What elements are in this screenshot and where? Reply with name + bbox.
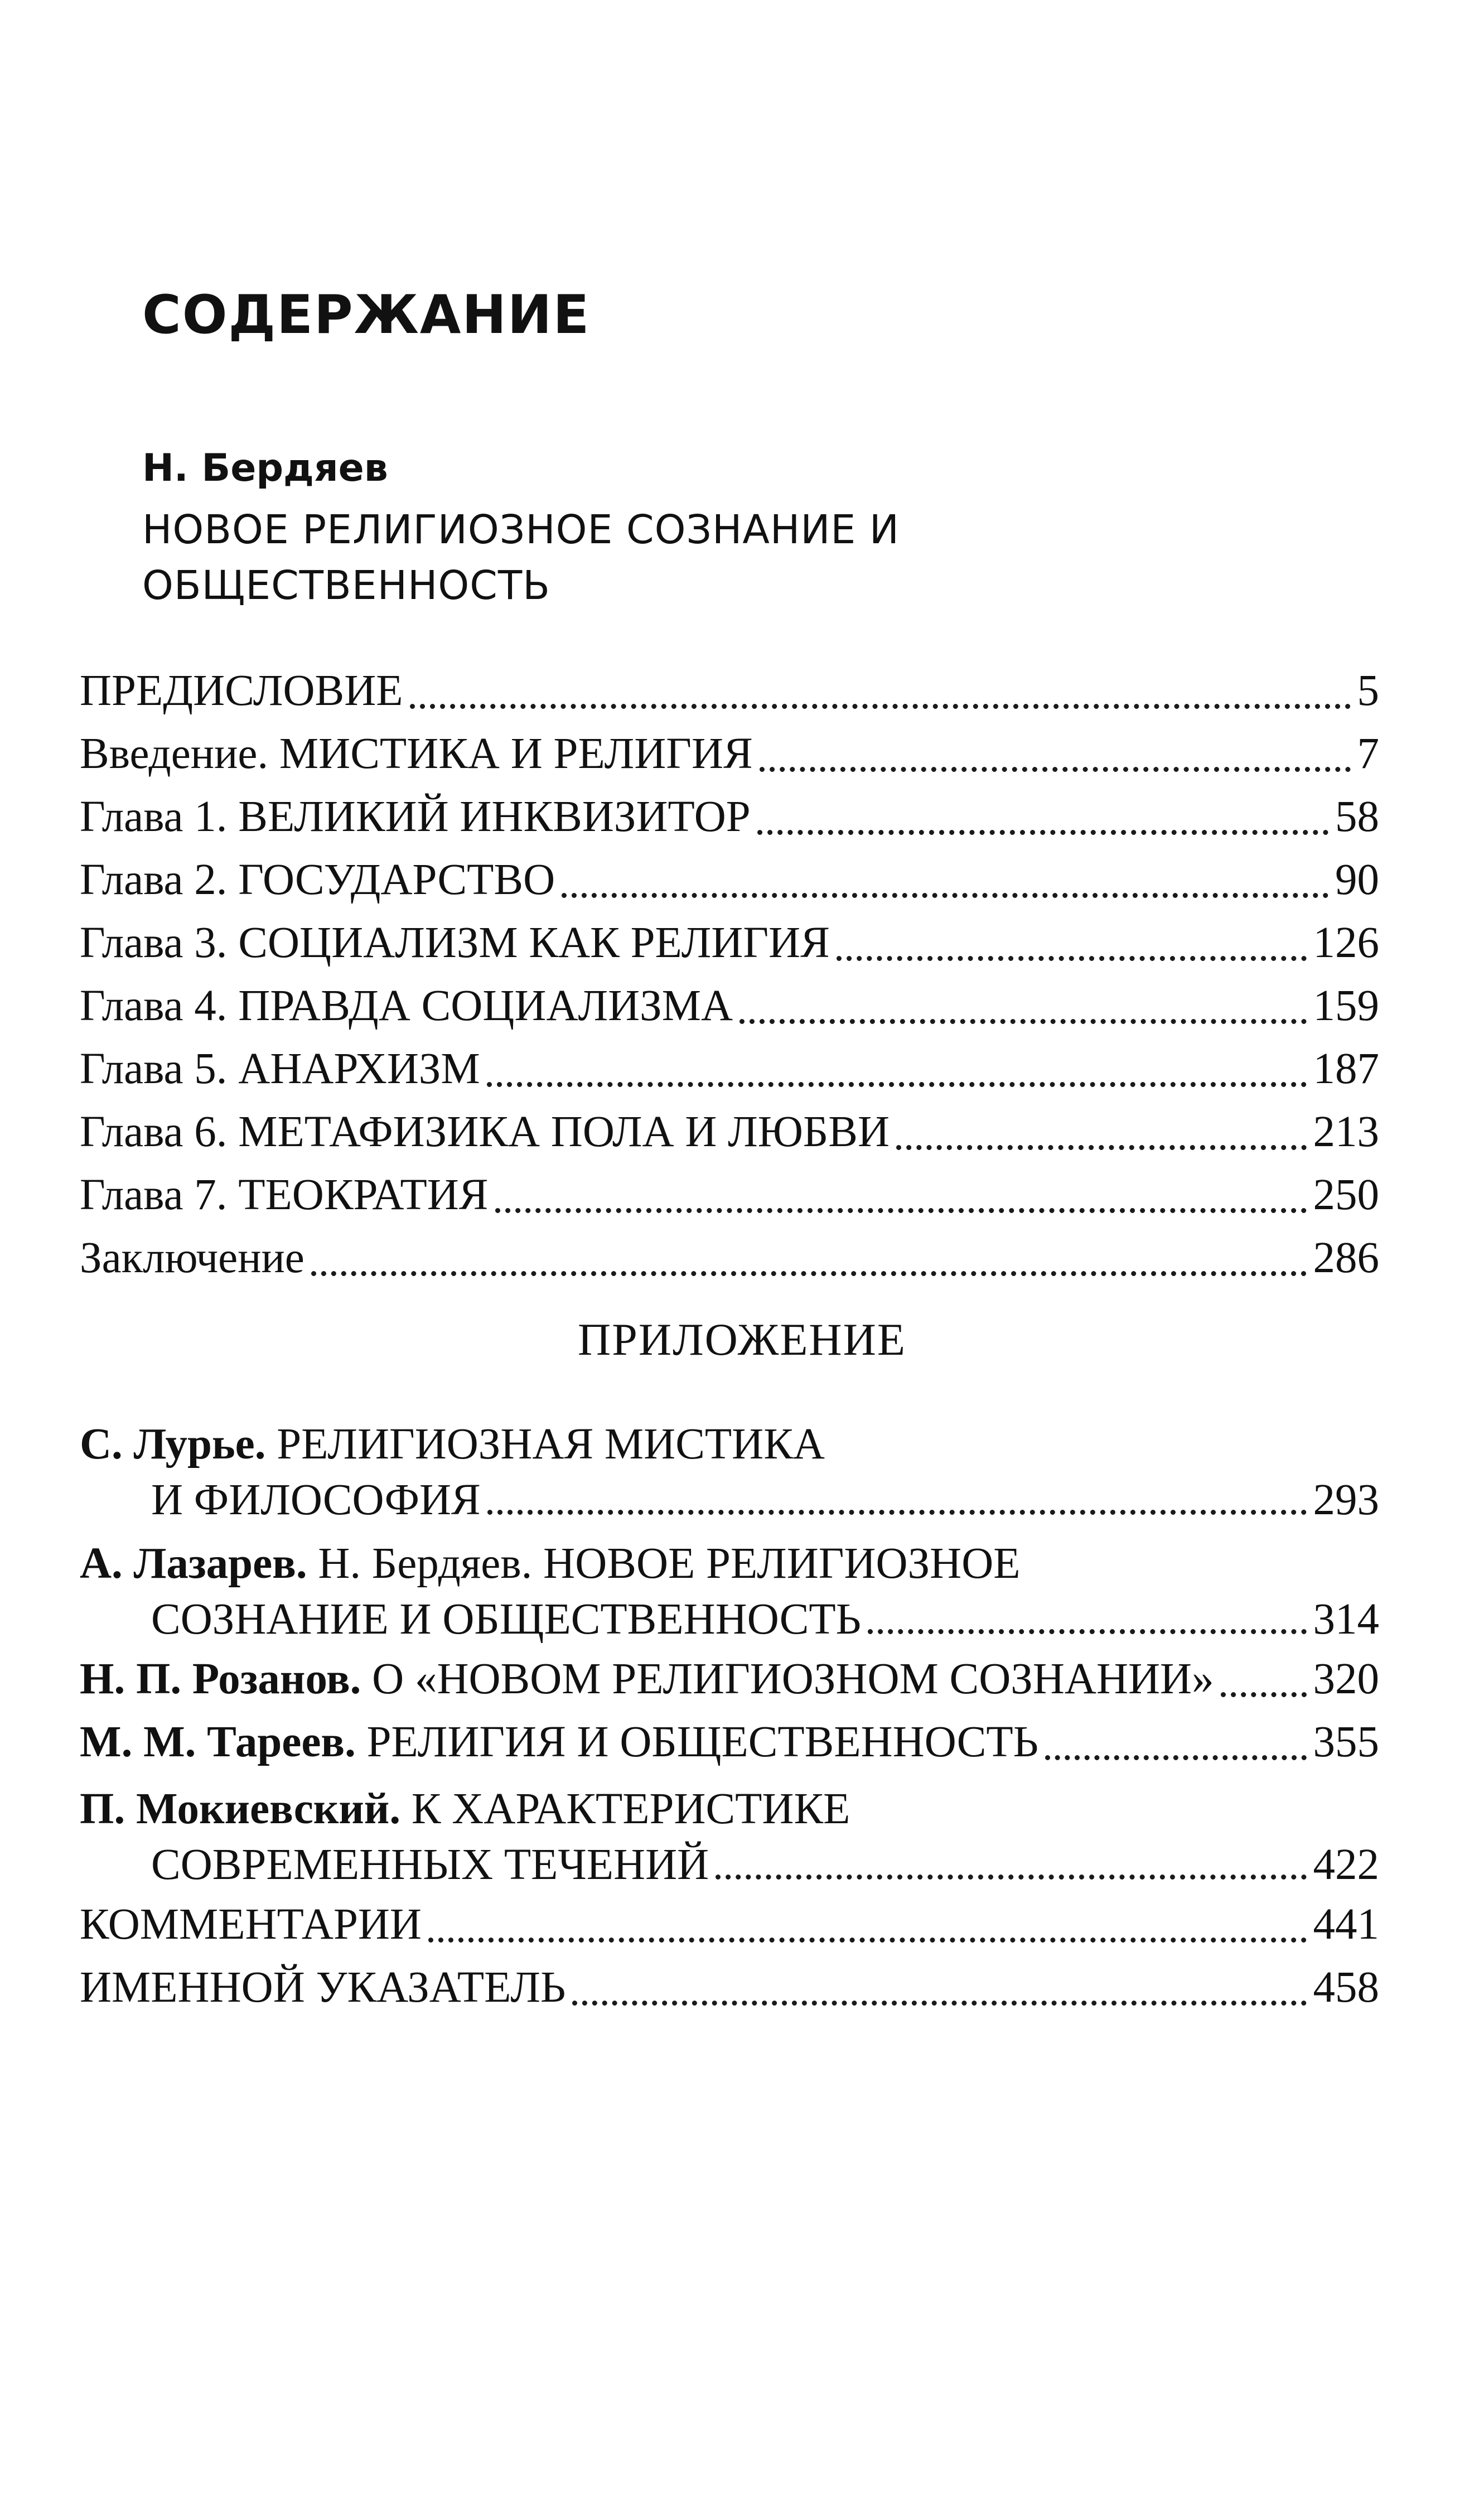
dot-leader <box>868 1629 1306 1634</box>
appendix-entry-lazarev <box>80 1536 1379 1648</box>
toc-entry-label: Глава 1. ВЕЛИКИЙ ИНКВИЗИТОР <box>80 793 751 841</box>
appendix-entry-line <box>80 1472 1379 1528</box>
toc-entry-page: 355 <box>1313 1718 1379 1766</box>
entry-author: П. Мокиевский. <box>80 1785 401 1833</box>
dot-leader <box>896 1145 1306 1150</box>
entry-author: С. Лурье. <box>80 1420 266 1468</box>
dot-leader <box>495 1208 1307 1213</box>
entry-author: А. Лазарев. <box>80 1539 307 1588</box>
toc-entry-label: Заключение <box>80 1234 304 1282</box>
toc-entry-label: Глава 3. СОЦИАЛИЗМ КАК РЕЛИГИЯ <box>80 919 830 967</box>
entry-author: Н. П. Розанов. <box>80 1655 361 1703</box>
toc-entry-page: 250 <box>1313 1171 1379 1219</box>
toc-entry-page: 441 <box>1313 1900 1379 1949</box>
appendix-entry-line <box>80 1781 1379 1837</box>
dot-leader <box>572 2001 1306 2006</box>
appendix-entry-line <box>80 1536 1379 1592</box>
toc-entry-page: 314 <box>1313 1595 1379 1644</box>
dot-leader <box>487 1510 1307 1515</box>
dot-leader <box>716 1875 1306 1880</box>
dot-leader <box>410 704 1351 709</box>
toc-entry-chapter-1 <box>80 785 1379 848</box>
toc-entry-page: 320 <box>1313 1655 1379 1703</box>
toc-entry-label: Глава 2. ГОСУДАРСТВО <box>80 856 555 904</box>
toc-entry-page: 126 <box>1313 919 1379 967</box>
entry-title-part: К ХАРАКТЕРИСТИКЕ <box>400 1785 850 1833</box>
toc-entry-page: 58 <box>1335 793 1379 841</box>
toc-entry-chapter-7 <box>80 1163 1379 1226</box>
toc-entry-page: 213 <box>1313 1108 1379 1156</box>
entry-title-part: РЕЛИГИОЗНАЯ МИСТИКА <box>265 1420 825 1468</box>
dot-leader <box>757 830 1328 835</box>
toc-entry-label: Введение. МИСТИКА И РЕЛИГИЯ <box>80 730 753 778</box>
dot-leader <box>311 1271 1307 1276</box>
toc-entry-preface <box>80 659 1379 722</box>
toc-entry-page: 187 <box>1313 1045 1379 1093</box>
appendix-contents <box>80 1417 1379 2019</box>
dot-leader <box>739 1019 1307 1024</box>
toc-entry-page: 422 <box>1313 1840 1379 1889</box>
dot-leader <box>428 1938 1307 1943</box>
book-title-line: ОБЩЕСТВЕННОСТЬ <box>142 562 550 608</box>
spacer <box>80 1774 1379 1781</box>
appendix-entry-lurie <box>80 1417 1379 1528</box>
entry-author: М. М. Тареев. <box>80 1718 356 1766</box>
dot-leader <box>487 1082 1307 1087</box>
toc-entry-chapter-3 <box>80 911 1379 974</box>
appendix-entry-mokievsky <box>80 1781 1379 1893</box>
toc-entry-label: Глава 5. АНАРХИЗМ <box>80 1045 480 1093</box>
toc-entry-label: КОММЕНТАРИИ <box>80 1900 422 1949</box>
page-heading: СОДЕРЖАНИЕ <box>142 284 591 346</box>
toc-entry-label <box>80 1648 1214 1711</box>
dot-leader <box>1045 1755 1306 1760</box>
toc-entry-page: 5 <box>1357 666 1379 715</box>
toc-entry-chapter-6 <box>80 1100 1379 1163</box>
appendix-entry-commentary <box>80 1893 1379 1956</box>
entry-title-part: И ФИЛОСОФИЯ <box>151 1476 481 1524</box>
toc-entry-page: 159 <box>1313 982 1379 1030</box>
entry-title-part: СОЗНАНИЕ И ОБЩЕСТВЕННОСТЬ <box>151 1595 862 1644</box>
toc-entry-label: ИМЕННОЙ УКАЗАТЕЛЬ <box>80 1963 566 2012</box>
book-title-line: НОВОЕ РЕЛИГИОЗНОЕ СОЗНАНИЕ И <box>142 506 900 553</box>
toc-entry-label: Глава 6. МЕТАФИЗИКА ПОЛА И ЛЮБВИ <box>80 1108 890 1156</box>
dot-leader <box>837 956 1307 961</box>
appendix-entry-rozanov <box>80 1648 1379 1711</box>
book-title <box>142 502 1313 613</box>
entry-title-part: РЕЛИГИЯ И ОБЩЕСТВЕННОСТЬ <box>355 1718 1039 1766</box>
appendix-heading: ПРИЛОЖЕНИЕ <box>578 1314 906 1365</box>
entry-title-part: Н. Бердяев. НОВОЕ РЕЛИГИОЗНОЕ <box>307 1539 1021 1588</box>
toc-entry-chapter-2 <box>80 848 1379 911</box>
toc-entry-label: Глава 4. ПРАВДА СОЦИАЛИЗМА <box>80 982 733 1030</box>
toc-entry-conclusion <box>80 1226 1379 1289</box>
toc-entry-chapter-4 <box>80 974 1379 1037</box>
toc-entry-page: 286 <box>1313 1234 1379 1282</box>
toc-entry-chapter-5 <box>80 1037 1379 1100</box>
appendix-entry-line <box>80 1592 1379 1648</box>
toc-entry-page: 90 <box>1335 856 1379 904</box>
author-name: Н. Бердяев <box>142 446 388 490</box>
appendix-entry-line <box>80 1837 1379 1893</box>
dot-leader <box>760 767 1351 772</box>
spacer <box>80 1528 1379 1536</box>
dot-leader <box>562 893 1328 898</box>
entry-title-part: О «НОВОМ РЕЛИГИОЗНОМ СОЗНАНИИ» <box>361 1655 1214 1703</box>
toc-entry-introduction <box>80 722 1379 785</box>
table-of-contents <box>80 659 1379 1289</box>
appendix-entry-tareev <box>80 1711 1379 1774</box>
toc-entry-label: Глава 7. ТЕОКРАТИЯ <box>80 1171 489 1219</box>
entry-title-part: СОВРЕМЕННЫХ ТЕЧЕНИЙ <box>151 1840 709 1889</box>
toc-entry-label <box>80 1711 1038 1774</box>
toc-entry-page: 458 <box>1313 1963 1379 2012</box>
dot-leader <box>1221 1692 1307 1697</box>
appendix-entry-name-index <box>80 1956 1379 2019</box>
toc-entry-page: 7 <box>1357 730 1379 778</box>
toc-entry-label: ПРЕДИСЛОВИЕ <box>80 666 403 715</box>
appendix-entry-line <box>80 1417 1379 1472</box>
toc-entry-page: 293 <box>1313 1476 1379 1524</box>
